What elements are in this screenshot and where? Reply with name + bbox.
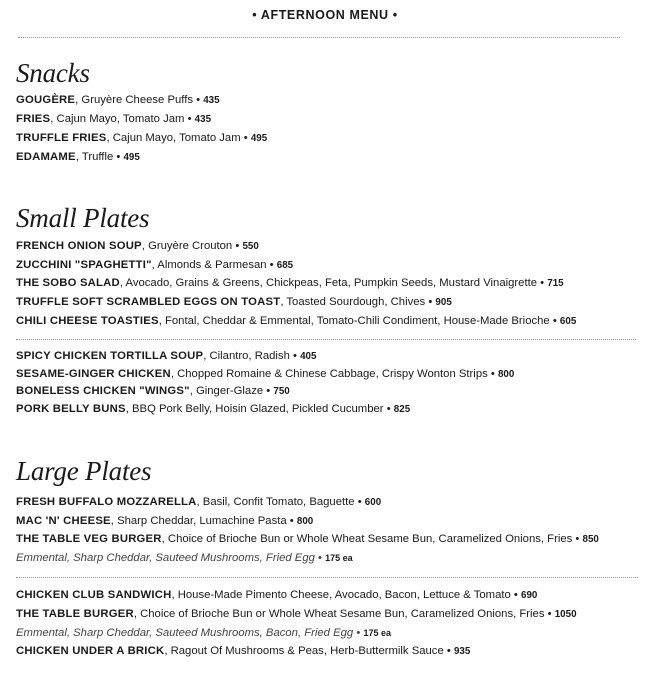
- item-price: 435: [194, 114, 212, 125]
- item-price: 600: [364, 497, 382, 508]
- item-name: THE TABLE VEG BURGER: [16, 533, 162, 545]
- item-price: 935: [453, 646, 471, 657]
- item-name: TRUFFLE SOFT SCRAMBLED EGGS ON TOAST: [16, 296, 281, 308]
- menu-item: [16, 533, 599, 545]
- menu-item: [16, 350, 316, 362]
- item-name: FRIES: [16, 113, 51, 125]
- item-description: , BBQ Pork Belly, Hoisin Glazed, Pickled Cucumber •: [125, 403, 394, 415]
- menu-item: [16, 315, 576, 327]
- item-price: 685: [276, 260, 294, 271]
- menu-item: [16, 277, 564, 289]
- item-price: 690: [521, 590, 538, 601]
- item-name: GOUGÈRE: [16, 94, 76, 106]
- addon-separator: •: [314, 552, 326, 564]
- item-description: , Ginger-Glaze •: [189, 385, 274, 397]
- small-plates-divider: [16, 339, 636, 340]
- menu-item: [16, 496, 381, 508]
- item-description: , Cajun Mayo, Tomato Jam •: [106, 132, 251, 144]
- menu-item: [16, 132, 267, 144]
- item-name: CHICKEN CLUB SANDWICH: [16, 589, 172, 601]
- item-description: , Chopped Romaine & Chinese Cabbage, Crispy Wonton Strips •: [170, 368, 498, 380]
- item-name: ZUCCHINI "SPAGHETTI": [16, 259, 152, 271]
- item-description: , House-Made Pimento Cheese, Avocado, Bacon, Lettuce & Tomato •: [171, 589, 522, 601]
- item-price: 495: [123, 152, 140, 163]
- item-price: 405: [300, 351, 317, 362]
- top-divider: [18, 37, 620, 38]
- menu-item: [16, 645, 470, 657]
- item-description: , Toasted Sourdough, Chives •: [280, 296, 436, 308]
- item-description: , Truffle •: [75, 151, 124, 163]
- item-name: SESAME-GINGER CHICKEN: [16, 368, 171, 380]
- item-name: BONELESS CHICKEN "WINGS": [16, 385, 190, 397]
- section-heading-snacks: Snacks: [16, 58, 90, 88]
- addon-separator: •: [353, 627, 364, 639]
- menu-item: [16, 403, 410, 415]
- menu-item: [16, 151, 140, 163]
- item-name: THE TABLE BURGER: [16, 608, 134, 620]
- item-name: EDAMAME: [16, 151, 76, 163]
- menu-item: [16, 113, 211, 125]
- item-price: 1050: [554, 609, 577, 620]
- menu-item: [16, 94, 220, 106]
- item-description: , Basil, Confit Tomato, Baguette •: [196, 496, 365, 508]
- addon-price: 175 ea: [325, 553, 353, 563]
- item-price: 825: [393, 404, 411, 415]
- item-name: TRUFFLE FRIES: [16, 132, 107, 144]
- item-price: 435: [203, 95, 220, 106]
- item-description: , Cilantro, Radish •: [203, 350, 301, 362]
- menu-item: [16, 296, 452, 308]
- large-plates-divider: [16, 577, 638, 578]
- menu-item: [16, 608, 577, 620]
- item-description: , Choice of Brioche Bun or Whole Wheat Sesame Bun, Caramelized Onions, Fries •: [161, 533, 583, 545]
- menu-item: [16, 240, 259, 252]
- menu-item: [16, 589, 537, 601]
- item-price: 605: [559, 316, 577, 327]
- addon-text: Emmental, Sharp Cheddar, Sauteed Mushrooms, Bacon, Fried Egg: [16, 627, 354, 639]
- item-price: 495: [250, 133, 268, 144]
- item-name: CHILI CHEESE TOASTIES: [16, 315, 159, 327]
- item-price: 715: [547, 278, 564, 289]
- item-price: 800: [296, 516, 314, 527]
- addon-price: 175 ea: [363, 628, 391, 638]
- item-description: , Avocado, Grains & Greens, Chickpeas, Feta, Pumpkin Seeds, Mustard Vinaigrette •: [119, 277, 548, 289]
- item-price: 550: [242, 241, 259, 252]
- item-price: 750: [273, 386, 290, 397]
- item-name: THE SOBO SALAD: [16, 277, 120, 289]
- item-description: , Cajun Mayo, Tomato Jam •: [50, 113, 195, 125]
- item-name: PORK BELLY BUNS: [16, 403, 126, 415]
- item-description: , Choice of Brioche Bun or Whole Wheat Sesame Bun, Caramelized Onions, Fries •: [133, 608, 555, 620]
- addon-line: [16, 552, 353, 564]
- section-heading-large-plates: Large Plates: [16, 456, 152, 486]
- menu-item: [16, 385, 290, 397]
- item-price: 850: [582, 534, 599, 545]
- section-heading-small-plates: Small Plates: [16, 203, 150, 233]
- item-description: , Sharp Cheddar, Lumachine Pasta •: [110, 515, 297, 527]
- item-name: CHICKEN UNDER A BRICK: [16, 645, 165, 657]
- item-price: 800: [497, 369, 515, 380]
- item-description: , Fontal, Cheddar & Emmental, Tomato-Chili Condiment, House-Made Brioche •: [158, 315, 560, 327]
- item-description: , Almonds & Parmesan •: [151, 259, 277, 271]
- menu-item: [16, 368, 514, 380]
- menu-title: • AFTERNOON MENU •: [252, 8, 398, 22]
- item-description: , Gruyère Cheese Puffs •: [75, 94, 204, 106]
- item-name: FRENCH ONION SOUP: [16, 240, 142, 252]
- addon-text: Emmental, Sharp Cheddar, Sauteed Mushrooms, Fried Egg: [16, 552, 315, 564]
- item-name: MAC 'N' CHEESE: [16, 515, 111, 527]
- item-name: SPICY CHICKEN TORTILLA SOUP: [16, 350, 204, 362]
- item-description: , Ragout Of Mushrooms & Peas, Herb-Buttermilk Sauce •: [164, 645, 454, 657]
- item-price: 905: [435, 297, 452, 308]
- item-name: FRESH BUFFALO MOZZARELLA: [16, 496, 197, 508]
- addon-line: [16, 627, 391, 639]
- menu-item: [16, 515, 313, 527]
- menu-item: [16, 259, 293, 271]
- item-description: , Gruyère Crouton •: [141, 240, 243, 252]
